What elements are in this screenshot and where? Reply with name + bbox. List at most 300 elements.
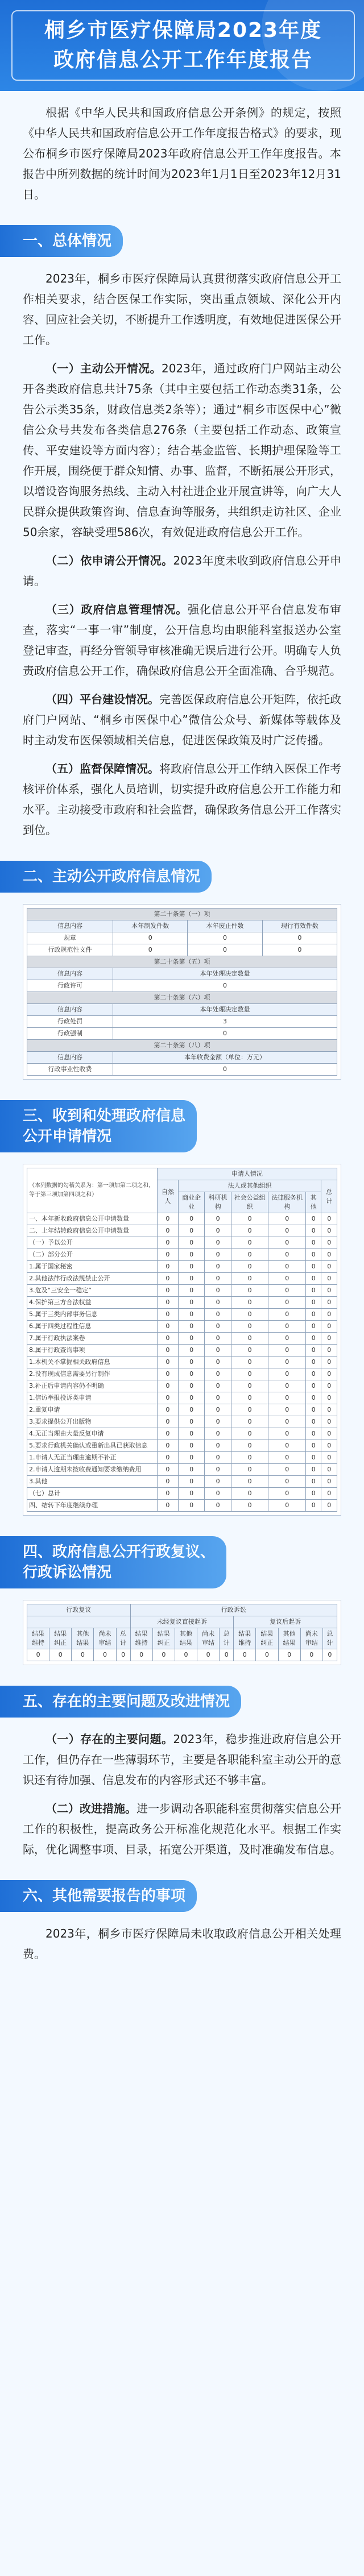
table-cell: 0 <box>305 1297 321 1309</box>
improvements-paragraph <box>23 1798 341 1860</box>
table-cell: 0 <box>157 1225 178 1237</box>
table-cell: 0 <box>305 1333 321 1345</box>
table-cell: 0 <box>321 1273 337 1285</box>
table-header: 本年收费金额（单位：万元） <box>113 1052 337 1064</box>
table-cell: 0 <box>130 1649 152 1661</box>
table-cell: 0 <box>178 1273 205 1285</box>
section-title: 五、存在的主要问题及改进情况 <box>0 1686 241 1718</box>
intro-paragraph: 根据《中华人民共和国政府信息公开条例》的规定，按照《中华人民共和国政府信息公开工作年度报告格式》的要求，现公布桐乡市医疗保障局2023年政府信息公开工作年度报告。本报告中所列数据的统计时间为2023年1月1日至2023年12月31日。 <box>23 106 341 201</box>
table-header: 行政复议 <box>27 1604 131 1616</box>
table-cell: 0 <box>231 1297 268 1309</box>
table-cell: 0 <box>262 932 337 944</box>
table-cell: 0 <box>268 1333 306 1345</box>
table-cell: 0 <box>205 1345 231 1357</box>
table-cell: 0 <box>197 1649 220 1661</box>
table-cell: 0 <box>268 1273 306 1285</box>
table-cell: 0 <box>205 1261 231 1273</box>
table-cell: 0 <box>268 1488 306 1500</box>
paragraph-heading: （二）改进措施。 <box>46 1802 136 1815</box>
paragraph-heading: （一）主动公开情况。 <box>46 362 162 375</box>
table-header: 社会公益组织 <box>231 1192 268 1213</box>
table-cell: 0 <box>268 1380 306 1392</box>
table-cell: 0 <box>205 1297 231 1309</box>
table-cell: 0 <box>220 1649 234 1661</box>
table-cell: 0 <box>231 1357 268 1368</box>
table-header: 结果维持 <box>234 1628 256 1649</box>
table-row <box>27 1016 337 1028</box>
table-cell: 0 <box>178 1345 205 1357</box>
section-problems <box>0 1686 318 1718</box>
table-cell: 0 <box>268 1297 306 1309</box>
table-cell: 0 <box>268 1404 306 1416</box>
table-cell: 0 <box>321 1392 337 1404</box>
table-cell: 0 <box>231 1261 268 1273</box>
section-title-line1: 四、政府信息公开行政复议、 <box>23 1544 216 1561</box>
table-cell: 0 <box>268 1428 306 1440</box>
table-cell: 0 <box>178 1237 205 1249</box>
row-label: 1.属于国家秘密 <box>27 1261 158 1273</box>
table-cell: 0 <box>205 1237 231 1249</box>
table-header: 总计 <box>322 1628 337 1649</box>
table-cell: 0 <box>321 1488 337 1500</box>
row-label: 1.申请人无正当理由逾期不补正 <box>27 1452 158 1464</box>
table-cell: 0 <box>268 1309 306 1321</box>
table-header: 信息内容 <box>27 1052 113 1064</box>
table-cell: 0 <box>205 1368 231 1380</box>
table-cell: 0 <box>305 1357 321 1368</box>
table-cell: 0 <box>321 1368 337 1380</box>
table-header: 总计 <box>220 1628 234 1649</box>
table-cell: 0 <box>157 1249 178 1261</box>
table-cell: 0 <box>178 1249 205 1261</box>
table-cell: 0 <box>231 1237 268 1249</box>
table-cell: 0 <box>152 1649 175 1661</box>
table-cell: 0 <box>321 1249 337 1261</box>
table-cell: 0 <box>205 1285 231 1297</box>
table-row <box>27 1309 337 1321</box>
table-cell: 0 <box>178 1416 205 1428</box>
table-cell: 0 <box>321 1500 337 1512</box>
table-header: 其他结果 <box>72 1628 94 1649</box>
table-cell: 0 <box>113 944 188 956</box>
table-cell: 0 <box>268 1416 306 1428</box>
table-cell: 0 <box>268 1237 306 1249</box>
table-header: 结果纠正 <box>256 1628 278 1649</box>
table-cell: 0 <box>205 1392 231 1404</box>
table-cell: 0 <box>305 1476 321 1488</box>
table-cell: 行政处罚 <box>27 1016 113 1028</box>
table-cell: 0 <box>231 1488 268 1500</box>
table-cell: 0 <box>305 1309 321 1321</box>
table-cell: 0 <box>231 1285 268 1297</box>
table-row <box>27 1404 337 1416</box>
section-title: 二、主动公开政府信息情况 <box>0 861 212 893</box>
table-cell: 0 <box>231 1416 268 1428</box>
table-cell: 0 <box>305 1488 321 1500</box>
table-row <box>27 1488 337 1500</box>
table-cell: 0 <box>157 1357 178 1368</box>
active-disclosure-paragraph <box>23 358 341 542</box>
table-cell: 0 <box>231 1345 268 1357</box>
table-cell: 0 <box>268 1321 306 1333</box>
table-row <box>27 1345 337 1357</box>
table-header: 结果维持 <box>130 1628 152 1649</box>
table-cell: 0 <box>234 1649 256 1661</box>
table-caption: 第二十条第（八）项 <box>27 1040 337 1052</box>
row-label: 1.本机关不掌握相关政府信息 <box>27 1357 158 1368</box>
table-cell: 0 <box>205 1380 231 1392</box>
review-litigation-table <box>23 1600 341 1665</box>
table-cell: 0 <box>157 1428 178 1440</box>
table-cell: 0 <box>157 1476 178 1488</box>
table-cell: 0 <box>157 1416 178 1428</box>
row-label: 一、本年新收政府信息公开申请数量 <box>27 1213 158 1225</box>
table-cell: 0 <box>305 1261 321 1273</box>
table-cell: 0 <box>49 1649 72 1661</box>
table-cell: 0 <box>305 1392 321 1404</box>
row-label: 7.属于行政执法案卷 <box>27 1333 158 1345</box>
table-header: 其他结果 <box>175 1628 197 1649</box>
table-header: 本年制发件数 <box>113 920 188 932</box>
table-header: 法律服务机构 <box>268 1192 306 1213</box>
table-header: 结果纠正 <box>152 1628 175 1649</box>
table-cell: 0 <box>268 1213 306 1225</box>
table-cell: 0 <box>268 1464 306 1476</box>
table-cell: 0 <box>178 1488 205 1500</box>
table-header: 总计 <box>321 1180 337 1213</box>
table-cell: 0 <box>268 1476 306 1488</box>
table-cell: 0 <box>178 1297 205 1309</box>
table-row <box>27 1028 337 1040</box>
table-cell: 0 <box>205 1333 231 1345</box>
paragraph-heading: （五）监督保障情况。 <box>46 762 159 775</box>
table-cell: 0 <box>205 1464 231 1476</box>
paragraph-heading: （一）存在的主要问题。 <box>46 1732 173 1746</box>
table-cell: 0 <box>205 1321 231 1333</box>
table-cell: 0 <box>205 1249 231 1261</box>
table-cell: 0 <box>205 1309 231 1321</box>
paragraph-body: 将政府信息公开工作纳入医保工作考核评价体系，强化人员培训，切实提升政府信息公开工作能力和水平。主动接受市政府和社会监督，确保政务信息公开工作落实到位。 <box>23 762 341 837</box>
table-cell: 0 <box>157 1464 178 1476</box>
table-cell: 0 <box>305 1249 321 1261</box>
row-label: （七）总计 <box>27 1488 158 1500</box>
table-cell: 0 <box>188 932 262 944</box>
section-title: 六、其他需要报告的事项 <box>0 1880 197 1912</box>
table-cell: 0 <box>305 1464 321 1476</box>
section-title-line2: 行政诉讼情况 <box>23 1564 112 1581</box>
table-header: 其他 <box>305 1192 321 1213</box>
table-cell: 0 <box>321 1452 337 1464</box>
table-row <box>27 1416 337 1428</box>
table-cell: 0 <box>205 1416 231 1428</box>
platform-paragraph <box>23 689 341 750</box>
table-cell: 0 <box>157 1213 178 1225</box>
requests-table <box>23 1164 341 1516</box>
table-cell: 0 <box>321 1357 337 1368</box>
section-overview <box>0 225 318 257</box>
table-cell: 0 <box>178 1404 205 1416</box>
table-cell: 行政事业性收费 <box>27 1064 113 1076</box>
table-row <box>27 932 337 944</box>
table-cell: 行政规范性文件 <box>27 944 113 956</box>
table-header: 自然人 <box>157 1180 178 1213</box>
table-cell: 0 <box>231 1404 268 1416</box>
table-row <box>27 1064 337 1076</box>
table-cell: 0 <box>231 1428 268 1440</box>
table-cell: 0 <box>205 1488 231 1500</box>
table-cell: 0 <box>305 1404 321 1416</box>
table-cell: 0 <box>231 1440 268 1452</box>
table-cell: 0 <box>205 1404 231 1416</box>
table-row <box>27 1452 337 1464</box>
table-cell: 0 <box>157 1285 178 1297</box>
table-header: 信息内容 <box>27 968 113 980</box>
paragraph-heading: （四）平台建设情况。 <box>46 692 159 706</box>
table-header: 未经复议直接起诉 <box>130 1616 234 1628</box>
table-cell: 0 <box>231 1452 268 1464</box>
section-title-line2: 公开申请情况 <box>23 1128 112 1145</box>
table-cell: 0 <box>322 1649 337 1661</box>
table-cell: 0 <box>116 1649 130 1661</box>
table-cell: 0 <box>305 1380 321 1392</box>
table-cell: 行政许可 <box>27 980 113 992</box>
table-row <box>27 1428 337 1440</box>
table-cell: 0 <box>231 1321 268 1333</box>
table-cell: 0 <box>205 1452 231 1464</box>
table-cell: 0 <box>113 980 337 992</box>
table-header: 结果维持 <box>27 1628 49 1649</box>
section-title-line1: 三、收到和处理政府信息 <box>23 1107 186 1125</box>
table-header: 信息内容 <box>27 920 113 932</box>
table-header: 尚未审结 <box>94 1628 116 1649</box>
row-label: 2.重复申请 <box>27 1404 158 1416</box>
row-label: 4.无正当理由大量反复申请 <box>27 1428 158 1440</box>
title-box <box>11 10 355 81</box>
table-cell: 0 <box>231 1273 268 1285</box>
table-cell: 0 <box>178 1333 205 1345</box>
row-label: 5.属于三类内部事务信息 <box>27 1309 158 1321</box>
table-cell: 0 <box>231 1249 268 1261</box>
table-cell: 0 <box>268 1357 306 1368</box>
table-header: 信息内容 <box>27 1004 113 1016</box>
table-cell: 0 <box>157 1345 178 1357</box>
table-row <box>27 1285 337 1297</box>
table-row <box>27 1392 337 1404</box>
table-cell: 0 <box>205 1225 231 1237</box>
table-cell: 0 <box>321 1213 337 1225</box>
table-cell: 0 <box>305 1213 321 1225</box>
table-cell: 规章 <box>27 932 113 944</box>
table-row <box>27 1333 337 1345</box>
table-cell: 0 <box>231 1500 268 1512</box>
table-cell: 0 <box>157 1368 178 1380</box>
table-cell: 0 <box>157 1273 178 1285</box>
table-cell: 3 <box>113 1016 337 1028</box>
row-label: 3.其他 <box>27 1476 158 1488</box>
section-review-litigation <box>0 1536 318 1588</box>
table-cell: 0 <box>268 1392 306 1404</box>
table-header: 申请人情况 <box>157 1168 337 1180</box>
table-cell: 0 <box>113 1064 337 1076</box>
paragraph-body: 2023年度未收到政府信息公开申请。 <box>23 554 342 588</box>
report-body <box>23 102 341 1972</box>
section-title <box>0 1100 197 1152</box>
row-label: 1.信访举报投诉类申请 <box>27 1392 158 1404</box>
report-header <box>0 0 364 91</box>
row-label: 6.属于四类过程性信息 <box>27 1321 158 1333</box>
paragraph-body: 2023年，稳步推进政府信息公开工作，但仍存在一些薄弱环节，主要是各职能科室主动公开的意识还有待加强、信息发布的内容形式还不够丰富。 <box>23 1732 342 1787</box>
row-label: 2.申请人逾期未按收费通知要求缴纳费用 <box>27 1464 158 1476</box>
table-cell: 0 <box>268 1261 306 1273</box>
overview-paragraph: 2023年，桐乡市医疗保障局认真贯彻落实政府信息公开工作相关要求，结合医保工作实际，突出重点领域、深化公开内容、回应社会关切，不断提升工作透明度，有效地促进医保公开工作。 <box>23 272 341 347</box>
table-cell: 0 <box>178 1321 205 1333</box>
table-cell: 0 <box>178 1368 205 1380</box>
table-header: 总计 <box>116 1628 130 1649</box>
table-header: 现行有效件数 <box>262 920 337 932</box>
paragraph-body: 完善医保政府信息公开矩阵，依托政府门户网站、“桐乡市医保中心”微信公众号、新媒体等载体及时主动发布医保领域相关信息，促进医保政策及时广泛传播。 <box>23 692 341 747</box>
table-cell: 0 <box>321 1333 337 1345</box>
table-cell: 0 <box>305 1416 321 1428</box>
table-caption: 第二十条第（一）项 <box>27 909 337 920</box>
row-label: 3.危及“三安全一稳定” <box>27 1285 158 1297</box>
table-cell: 0 <box>178 1476 205 1488</box>
table-row <box>27 1237 337 1249</box>
table-header: 复议后起诉 <box>234 1616 337 1628</box>
table-cell: 0 <box>188 944 262 956</box>
table-header: 结果纠正 <box>49 1628 72 1649</box>
row-label: 四、结转下年度继续办理 <box>27 1500 158 1512</box>
table-cell: 0 <box>157 1440 178 1452</box>
table-cell: 0 <box>305 1428 321 1440</box>
active-disclosure-table <box>23 904 341 1080</box>
table-cell: 0 <box>305 1321 321 1333</box>
table-cell: 0 <box>268 1345 306 1357</box>
table-header: 本年处理决定数量 <box>113 1004 337 1016</box>
problems-paragraph <box>23 1729 341 1790</box>
row-label: （一）予以公开 <box>27 1237 158 1249</box>
table-cell: 0 <box>262 944 337 956</box>
table-cell: 0 <box>321 1309 337 1321</box>
section-title: 一、总体情况 <box>0 225 123 257</box>
table-caption: 第二十条第（五）项 <box>27 956 337 968</box>
other-paragraph: 2023年，桐乡市医疗保障局未收取政府信息公开相关处理费。 <box>23 1927 341 1961</box>
table-cell: 0 <box>268 1249 306 1261</box>
table-header: 本年处理决定数量 <box>113 968 337 980</box>
table-cell: 0 <box>231 1213 268 1225</box>
table-cell: 0 <box>321 1225 337 1237</box>
table-cell: 0 <box>231 1333 268 1345</box>
table-cell: 0 <box>27 1649 49 1661</box>
table-header: 本年废止件数 <box>188 920 262 932</box>
table-cell: 0 <box>268 1225 306 1237</box>
table-cell: 0 <box>256 1649 278 1661</box>
table-cell: 0 <box>178 1225 205 1237</box>
paragraph-body: 进一步调动各职能科室贯彻落实信息公开工作的积极性，提高政务公开标准化规范化水平。根据工作实际，优化调整事项、目录，拓宽公开渠道，及时准确发布信息。 <box>23 1802 341 1856</box>
table-row <box>27 1249 337 1261</box>
paragraph-heading: （二）依申请公开情况。 <box>46 554 173 567</box>
row-label: 3.要求提供公开出版物 <box>27 1416 158 1428</box>
table-cell: 0 <box>305 1500 321 1512</box>
table-cell: 0 <box>268 1500 306 1512</box>
table-cell: 0 <box>178 1285 205 1297</box>
table-header: 行政诉讼 <box>130 1604 337 1616</box>
info-management-paragraph <box>23 599 341 681</box>
table-cell: 0 <box>231 1309 268 1321</box>
table-cell: 0 <box>321 1345 337 1357</box>
table-row <box>27 1261 337 1273</box>
table-cell: 0 <box>321 1428 337 1440</box>
table-cell: 0 <box>321 1261 337 1273</box>
table-cell: 0 <box>205 1273 231 1285</box>
table-cell: 0 <box>178 1464 205 1476</box>
table-cell: 0 <box>305 1345 321 1357</box>
table-cell: 0 <box>157 1309 178 1321</box>
table-cell: 0 <box>178 1213 205 1225</box>
table-row <box>27 1440 337 1452</box>
table-cell: 0 <box>321 1404 337 1416</box>
row-label: 2.其他法律行政法规禁止公开 <box>27 1273 158 1285</box>
table-cell: 0 <box>113 932 188 944</box>
table-cell: 0 <box>178 1392 205 1404</box>
table-cell: 0 <box>157 1392 178 1404</box>
row-label: 5.要求行政机关确认或重新出具已获取信息 <box>27 1440 158 1452</box>
table-cell: 0 <box>157 1333 178 1345</box>
table-cell: 0 <box>72 1649 94 1661</box>
table-cell: 0 <box>268 1452 306 1464</box>
table-cell: 0 <box>305 1368 321 1380</box>
paragraph-heading: （三）政府信息管理情况。 <box>46 603 188 616</box>
table-cell: 0 <box>157 1380 178 1392</box>
table-cell: 0 <box>321 1416 337 1428</box>
table-caption: 第二十条第（六）项 <box>27 992 337 1004</box>
table-row <box>27 980 337 992</box>
table-row <box>27 1357 337 1368</box>
table-cell: 0 <box>321 1285 337 1297</box>
row-label: （二）部分公开 <box>27 1249 158 1261</box>
table-cell: 0 <box>305 1452 321 1464</box>
table-header <box>27 1616 131 1628</box>
paragraph-body: 强化信息公开平台信息发布审查，落实“一事一审”制度，公开信息均由职能科室报送办公室登记审查，再经分管领导审核准确无误后进行公开。明确专人负责政府信息公开工作，确保政府信息公开全面准确、合乎规范。 <box>23 603 341 678</box>
table-cell: 0 <box>305 1225 321 1237</box>
table-row <box>27 1380 337 1392</box>
table-row <box>27 1500 337 1512</box>
table-header: 尚未审结 <box>197 1628 220 1649</box>
table-cell: 0 <box>178 1309 205 1321</box>
table-row <box>27 944 337 956</box>
table-cell: 0 <box>157 1261 178 1273</box>
table-cell: 0 <box>321 1297 337 1309</box>
table-cell: 0 <box>178 1357 205 1368</box>
table-row <box>27 1464 337 1476</box>
table-cell: 0 <box>205 1476 231 1488</box>
table-cell: 0 <box>178 1500 205 1512</box>
table-cell: 0 <box>157 1488 178 1500</box>
table-cell: 0 <box>300 1649 322 1661</box>
table-cell: 0 <box>157 1321 178 1333</box>
table-cell: 0 <box>305 1273 321 1285</box>
table-cell: 0 <box>205 1213 231 1225</box>
table-cell: 0 <box>321 1237 337 1249</box>
table-header: 法人或其他组织 <box>178 1180 321 1192</box>
table-cell: 0 <box>205 1428 231 1440</box>
table-cell: 0 <box>321 1476 337 1488</box>
table-header: 其他结果 <box>278 1628 300 1649</box>
table-cell: 0 <box>157 1297 178 1309</box>
row-label: 3.补正后申请内容仍不明确 <box>27 1380 158 1392</box>
supervision-paragraph <box>23 758 341 840</box>
table-header: 商业企业 <box>178 1192 205 1213</box>
table-header: 尚未审结 <box>300 1628 322 1649</box>
